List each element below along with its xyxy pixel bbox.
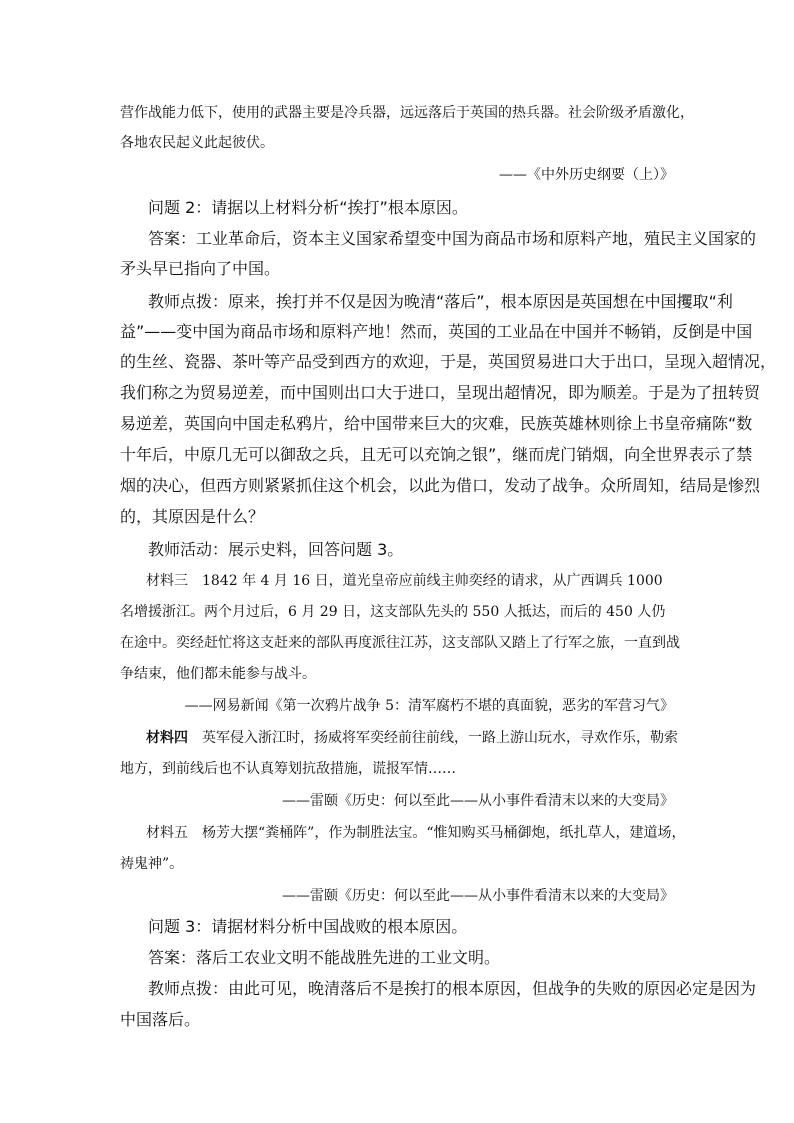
material-3-source: ——网易新闻《第一次鸦片战争 5：清军腐朽不堪的真面貌，恶劣的军营习气》 — [184, 698, 674, 714]
teacher-note-1-line-4: 我们称之为贸易逆差，而中国则出口大于进口，呈现出超情况，即为顺差。于是为了扭转贸 — [120, 383, 761, 402]
teacher-note-1-line-1: 教师点拨：原来，挨打并不仅是因为晚清“落后”，根本原因是英国想在中国攫取“利 — [148, 292, 733, 311]
material-5-source: ——雷颐《历史：何以至此——从小事件看清末以来的大变局》 — [282, 888, 674, 904]
material-3-line-1: 材料三 1842 年 4 月 16 日，道光皇帝应前线主帅奕经的请求，从广西调兵 1000 — [146, 573, 663, 589]
question-3: 问题 3：请据材料分析中国战败的根本原因。 — [148, 917, 468, 936]
teacher-note-1-line-7: 烟的决心，但西方则紧紧抓住这个机会，以此为借口，发动了战争。众所周知，结局是惨烈 — [120, 476, 761, 495]
teacher-note-1-line-3: 的生丝、瓷器、茶叶等产品受到西方的欢迎，于是，英国贸易进口大于出口，呈现入超情况， — [120, 352, 777, 371]
teacher-note-1-line-2: 益”——变中国为商品市场和原料产地！然而，英国的工业品在中国并不畅销，反倒是中国 — [120, 322, 753, 341]
question-2: 问题 2：请据以上材料分析“挨打”根本原因。 — [148, 198, 468, 217]
top-quote-line-1: 营作战能力低下，使用的武器主要是冷兵器，远远落后于英国的热兵器。社会阶级矛盾激化， — [120, 105, 694, 121]
material-4-line-1-text: 英军侵入浙江时，扬威将军奕经前往前线，一路上游山玩水，寻欢作乐，勒索 — [188, 730, 678, 746]
teacher-note-1-line-8: 的，其原因是什么？ — [120, 507, 265, 526]
material-4-title: 材料四 — [146, 730, 188, 746]
material-3-line-3: 在途中。奕经赶忙将这支赶来的部队再度派往江苏，这支部队又踏上了行军之旅，一直到战 — [120, 635, 680, 651]
material-5-line-1: 材料五 杨芳大摆“粪桶阵”，作为制胜法宝。“惟知购买马桶御炮，纸扎草人，建道场， — [146, 825, 686, 841]
teacher-note-2-line-2: 中国落后。 — [120, 1010, 201, 1029]
teacher-activity: 教师活动：展示史料，回答问题 3。 — [148, 540, 404, 559]
material-4-line-1 — [146, 729, 678, 747]
teacher-note-1-line-6: 十年后，中原几无可以御敌之兵，且无可以充饷之银”，继而虎门销烟，向全世界表示了禁 — [120, 445, 753, 464]
material-3-line-4: 争结束，他们都未能参与战斗。 — [120, 666, 316, 682]
material-4-source: ——雷颐《历史：何以至此——从小事件看清末以来的大变局》 — [282, 793, 674, 809]
top-quote-source: ——《中外历史纲要（上）》 — [499, 167, 674, 183]
top-quote-line-2: 各地农民起义此起彼伏。 — [120, 135, 274, 151]
material-3-line-2: 名增援浙江。两个月过后，6 月 29 日，这支部队先头的 550 人抵达，而后的 450 人仍 — [120, 604, 666, 620]
material-4-line-2: 地方，到前线后也不认真筹划抗敌措施，谎报军情…… — [120, 761, 456, 777]
answer-2-line-2: 矛头早已指向了中国。 — [120, 259, 281, 278]
teacher-note-2-line-1: 教师点拨：由此可见，晚清落后不是挨打的根本原因，但战争的失败的原因必定是因为 — [148, 979, 757, 998]
material-5-line-2: 祷鬼神”。 — [120, 856, 184, 872]
teacher-note-1-line-5: 易逆差，英国向中国走私鸦片，给中国带来巨大的灾难，民族英雄林则徐上书皇帝痛陈“数 — [120, 414, 753, 433]
answer-3: 答案：落后工农业文明不能战胜先进的工业文明。 — [148, 948, 501, 967]
answer-2-line-1: 答案：工业革命后，资本主义国家希望变中国为商品市场和原料产地，殖民主义国家的 — [148, 229, 757, 248]
